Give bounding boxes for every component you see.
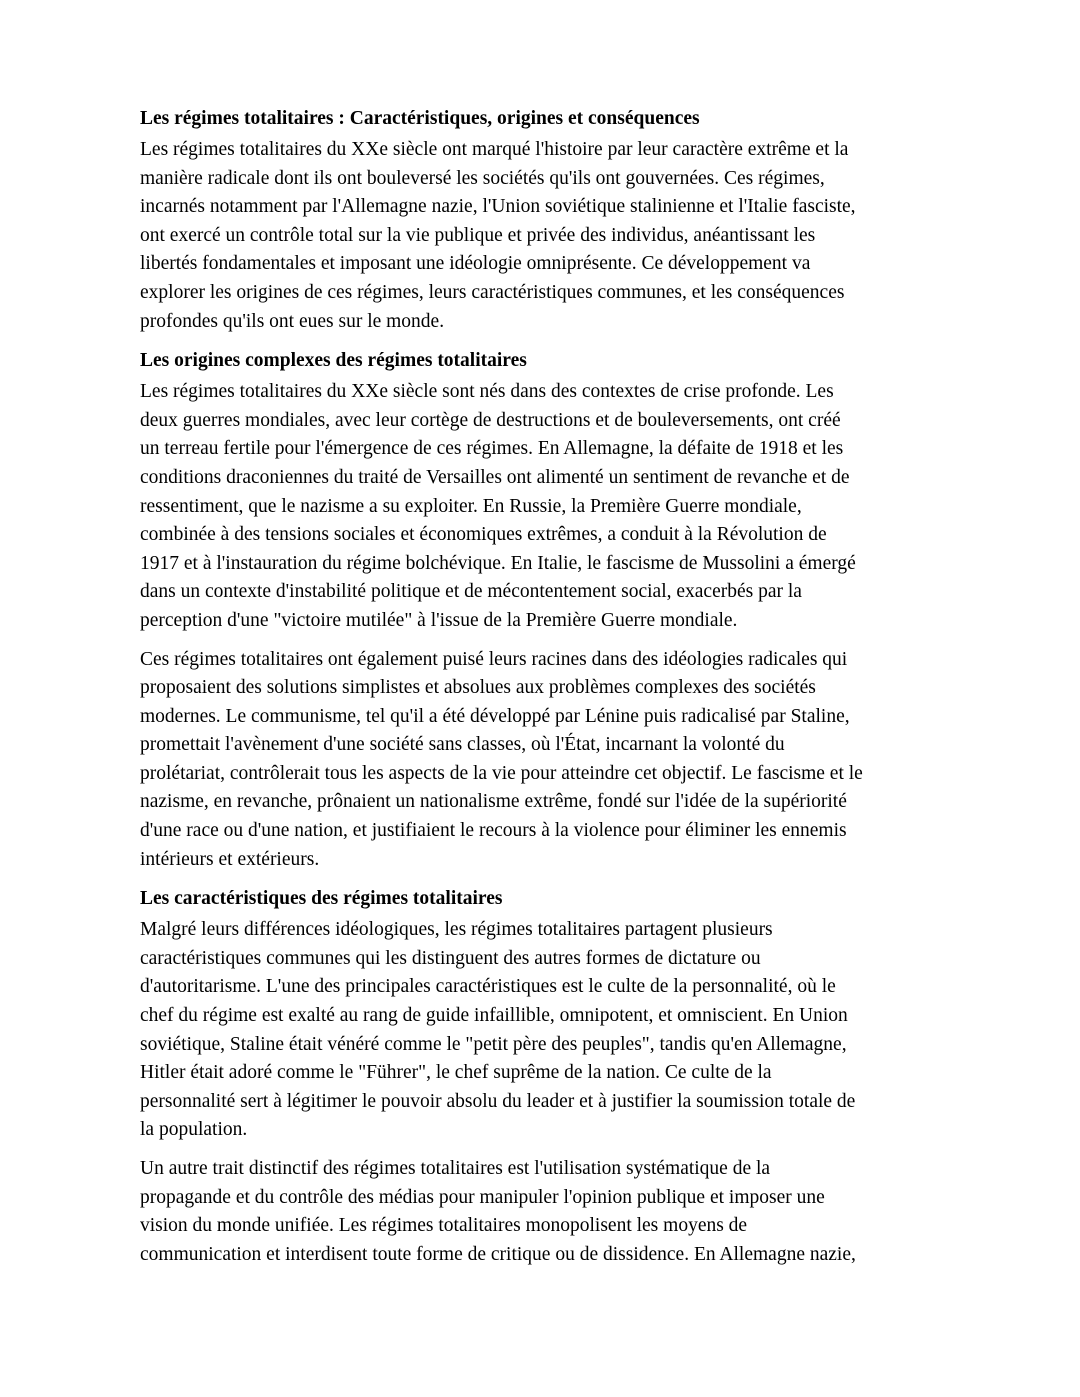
text-line: un terreau fertile pour l'émergence de ces régimes. En Allemagne, la défaite de 1918 et les — [140, 438, 844, 460]
text-line: 1917 et à l'instauration du régime bolchévique. En Italie, le fascisme de Mussolini a émergé — [140, 552, 856, 574]
text-line: prolétariat, contrôlerait tous les aspects de la vie pour atteindre cet objectif. Le fascisme et le — [140, 762, 863, 784]
text-line: dans un contexte d'instabilité politique et de mécontentement social, exacerbés par la — [140, 581, 802, 603]
section-characteristics-heading: Les caractéristiques des régimes totalitaires — [140, 888, 503, 910]
text-line: vision du monde unifiée. Les régimes totalitaires monopolisent les moyens de — [140, 1215, 748, 1237]
section-characteristics-paragraph-1 — [140, 913, 942, 1145]
text-line: propagande et du contrôle des médias pour manipuler l'opinion publique et imposer une — [140, 1186, 825, 1208]
document-title: Les régimes totalitaires : Caractéristiques, origines et conséquences — [140, 108, 700, 129]
title-block — [140, 104, 942, 336]
text-line: incarnés notamment par l'Allemagne nazie, l'Union soviétique stalinienne et l'Italie fasciste, — [140, 196, 856, 218]
text-line: explorer les origines de ces régimes, leurs caractéristiques communes, et les conséquences — [140, 281, 845, 303]
text-line: d'autoritarisme. L'une des principales caractéristiques est le culte de la personnalité, où le — [140, 976, 836, 998]
text-line: nazisme, en revanche, prônaient un nationalisme extrême, fondé sur l'idée de la supériorité — [140, 791, 847, 813]
section-origins-paragraph-2 — [140, 646, 942, 875]
section-origins-continued — [140, 646, 942, 875]
text-line: Les régimes totalitaires du XXe siècle sont nés dans des contextes de crise profonde. Les — [140, 381, 834, 403]
text-line: deux guerres mondiales, avec leur cortège de destructions et de bouleversements, ont créé — [140, 409, 841, 431]
text-line: modernes. Le communisme, tel qu'il a été développé par Lénine puis radicalisé par Staline, — [140, 705, 850, 727]
section-origins-paragraph-1 — [140, 375, 942, 635]
text-line: Les régimes totalitaires du XXe siècle ont marqué l'histoire par leur caractère extrême et la — [140, 139, 849, 160]
text-line: communication et interdisent toute forme de critique ou de dissidence. En Allemagne nazie, — [140, 1243, 856, 1265]
text-line: la population. — [140, 1119, 248, 1141]
text-line: combinée à des tensions sociales et économiques extrêmes, a conduit à la Révolution de — [140, 524, 827, 546]
text-line: Ces régimes totalitaires ont également puisé leurs racines dans des idéologies radicales qui — [140, 648, 848, 670]
text-line: proposaient des solutions simplistes et absolues aux problèmes complexes des sociétés — [140, 677, 816, 699]
text-line: personnalité sert à légitimer le pouvoir absolu du leader et à justifier la soumission totale de — [140, 1090, 856, 1112]
text-line: chef du régime est exalté au rang de guide infaillible, omnipotent, et omniscient. En Union — [140, 1005, 848, 1027]
section-characteristics-continued — [140, 1155, 942, 1269]
text-line: soviétique, Staline était vénéré comme le "petit père des peuples", tandis qu'en Allemagne, — [140, 1033, 847, 1055]
text-line: caractéristiques communes qui les distinguent des autres formes de dictature ou — [140, 947, 761, 969]
text-line: profondes qu'ils ont eues sur le monde. — [140, 310, 445, 332]
text-line: intérieurs et extérieurs. — [140, 848, 320, 870]
text-line: Malgré leurs différences idéologiques, les régimes totalitaires partagent plusieurs — [140, 919, 773, 941]
text-line: Hitler était adoré comme le "Führer", le chef suprême de la nation. Ce culte de la — [140, 1062, 772, 1084]
document-page — [140, 104, 942, 1279]
text-line: libertés fondamentales et imposant une idéologie omniprésente. Ce développement va — [140, 253, 811, 275]
text-line: d'une race ou d'une nation, et justifiaient le recours à la violence pour éliminer les ennemis — [140, 820, 847, 842]
section-origins-heading: Les origines complexes des régimes totalitaires — [140, 350, 527, 372]
text-line: perception d'une "victoire mutilée" à l'issue de la Première Guerre mondiale. — [140, 609, 738, 631]
text-line: Un autre trait distinctif des régimes totalitaires est l'utilisation systématique de la — [140, 1158, 771, 1179]
intro-paragraph — [140, 133, 942, 336]
text-line: promettait l'avènement d'une société sans classes, où l'État, incarnant la volonté du — [140, 734, 785, 756]
section-characteristics — [140, 884, 942, 1145]
text-line: ont exercé un contrôle total sur la vie publique et privée des individus, anéantissant les — [140, 224, 816, 246]
text-line: manière radicale dont ils ont bouleversé les sociétés qu'ils ont gouvernées. Ces régimes, — [140, 167, 825, 189]
section-origins — [140, 346, 942, 635]
text-line: conditions draconiennes du traité de Versailles ont alimenté un sentiment de revanche et de — [140, 466, 850, 488]
section-characteristics-paragraph-2 — [140, 1155, 942, 1269]
text-line: ressentiment, que le nazisme a su exploiter. En Russie, la Première Guerre mondiale, — [140, 495, 802, 517]
